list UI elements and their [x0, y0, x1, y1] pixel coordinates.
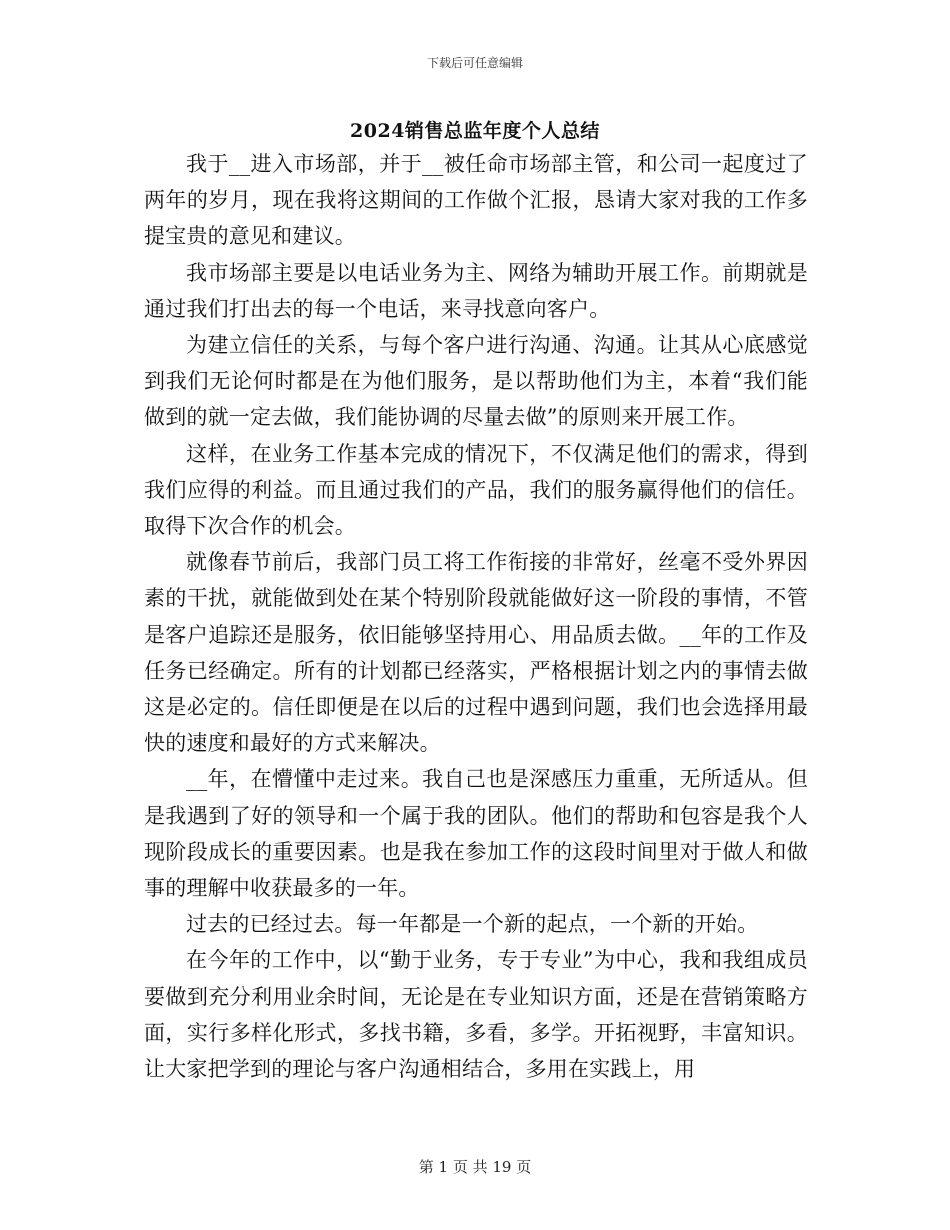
paragraph: 我于__进入市场部，并于__被任命市场部主管，和公司一起度过了两年的岁月，现在我将这期间的工作做个汇报，恳请大家对我的工作多提宝贵的意见和建议。 [144, 152, 808, 249]
paragraph: 这样，在业务工作基本完成的情况下，不仅满足他们的需求，得到我们应得的利益。而且通过我们的产品，我们的服务赢得他们的信任。取得下次合作的机会。 [144, 441, 808, 539]
paragraph: 我市场部主要是以电话业务为主、网络为辅助开展工作。前期就是通过我们打出去的每一个电话，来寻找意向客户。 [144, 260, 808, 321]
paragraph: 为建立信任的关系，与每个客户进行沟通、沟通。让其从心底感觉到我们无论何时都是在为他们服务，是以帮助他们为主，本着“我们能做到的就一定去做，我们能协调的尽量去做”的原则来开展工作。 [144, 333, 808, 430]
document-title: 2024销售总监年度个人总结 [350, 120, 600, 142]
document-body [144, 146, 808, 1087]
header-note: 下载后可任意编辑 [426, 56, 523, 70]
paragraph: 在今年的工作中，以“勤于业务，专于专业”为中心，我和我组成员要做到充分利用业余时间，无论是在专业知识方面，还是在营销策略方面，实行多样化形式，多找书籍，多看，多学。开拓视野，丰富知识。让大家把学到的理论与客户沟通相结合，多用在实践上，用 [144, 948, 808, 1082]
page-number-footer: 第 1 页 共 19 页 [418, 1158, 532, 1176]
paragraph: __年，在懵懂中走过来。我自己也是深感压力重重，无所适从。但是我遇到了好的领导和一个属于我的团队。他们的帮助和包容是我个人现阶段成长的重要因素。也是我在参加工作的这段时间里对于做人和做事的理解中收获最多的一年。 [144, 767, 808, 901]
paragraph: 过去的已经过去。每一年都是一个新的起点，一个新的开始。 [186, 912, 759, 937]
paragraph: 就像春节前后，我部门员工将工作衔接的非常好，丝毫不受外界因素的干扰，就能做到处在某个特别阶段就能做好这一阶段的事情，不管是客户追踪还是服务，依旧能够坚持用心、用品质去做。__年的工作及任务已经确定。所有的计划都已经落实，严格根据计划之内的事情去做这是必定的。信任即便是在以后的过程中遇到问题，我们也会选择用最快的速度和最好的方式来解决。 [144, 550, 808, 756]
